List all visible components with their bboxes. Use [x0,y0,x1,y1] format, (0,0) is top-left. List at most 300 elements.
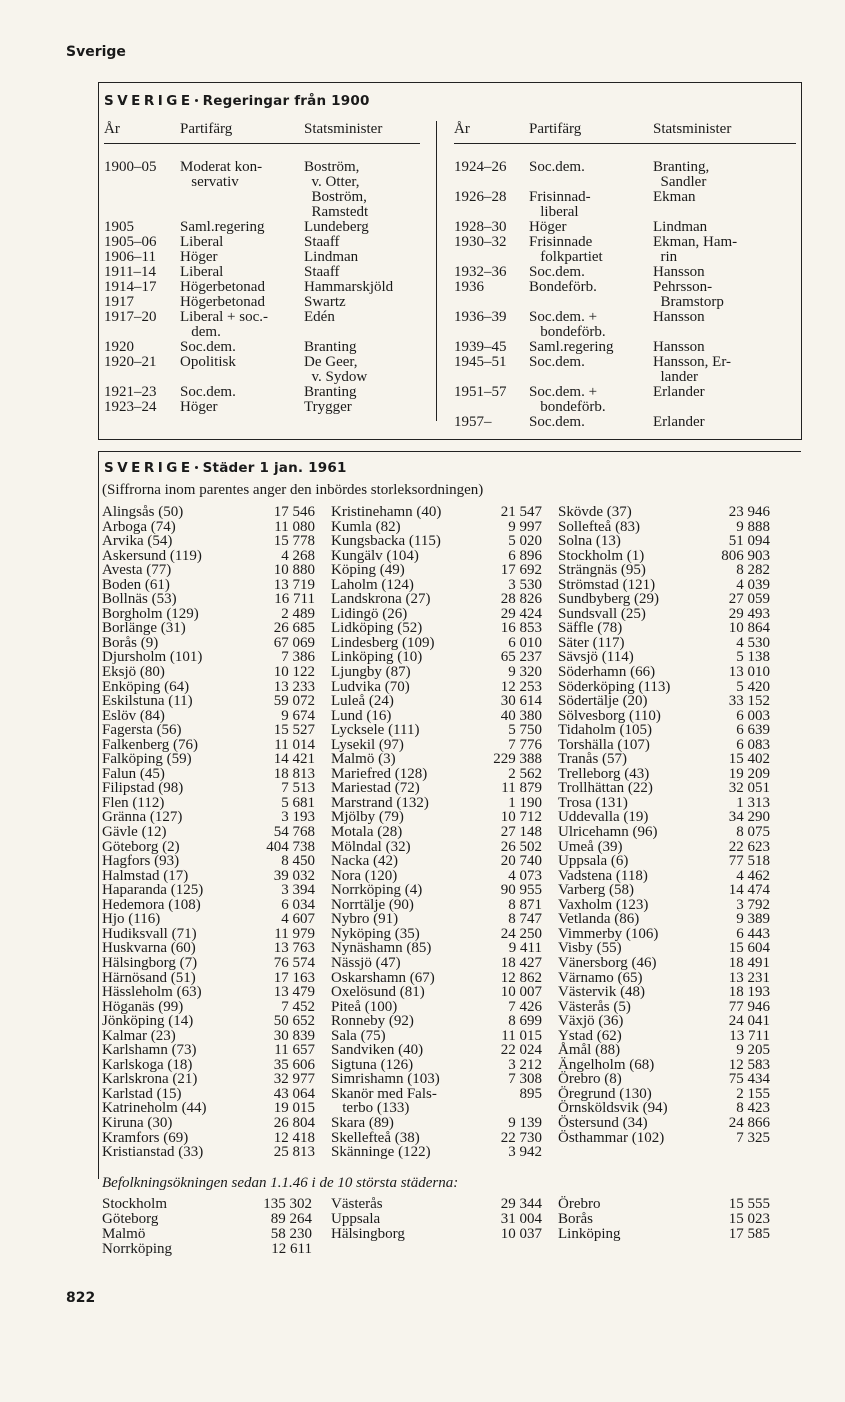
city-population-cell: 7 325 [736,1129,770,1146]
city-name-cell: Askersund (119) [102,547,202,564]
city-population-cell: 6 896 [508,547,542,564]
city-name-cell: Sundsvall (25) [558,605,646,622]
city-population-cell: 9 320 [508,664,542,681]
city-population-cell: 15 555 [728,1196,770,1212]
city-population-cell: 58 230 [270,1226,312,1242]
government-year-cell: 1932–36 [454,264,507,280]
government-party-cell: Frisinnade [529,234,593,250]
government-party-cell: Höger [180,399,218,415]
city-name-cell: Söderköping (113) [558,678,671,695]
city-name-cell: Säffle (78) [558,620,623,637]
city-population-cell: 28 826 [500,591,542,608]
city-population-cell: 5 420 [736,678,770,695]
city-name-cell: Kramfors (69) [102,1129,189,1146]
city-name-cell: Malmö [102,1226,146,1242]
city-name-cell: Visby (55) [558,940,622,957]
city-population-cell: 13 711 [729,1027,770,1044]
header-pm-left: Statsminister [304,121,383,137]
city-population-cell: 13 763 [273,940,315,957]
city-name-cell: Torshälla (107) [558,736,650,753]
government-pm-cell: Staaff [304,234,340,250]
government-party-cell: Soc.dem. [180,339,236,355]
city-name-cell: Norrköping [102,1241,172,1257]
government-pm-cell: Trygger [304,399,352,415]
government-year-cell [454,295,530,310]
city-name-cell: Falköping (59) [102,751,192,768]
city-population-cell: 75 434 [728,1071,770,1088]
city-population-cell: 13 010 [728,664,770,681]
city-population-cell: 4 530 [736,634,770,651]
city-population-cell: 5 681 [281,794,315,811]
city-population-cell: 26 685 [273,620,315,637]
city-name-cell: Bollnäs (53) [102,591,177,608]
government-party-cell: Saml.regering [180,219,265,235]
city-population-cell: 27 059 [728,591,770,608]
city-population-cell: 13 479 [273,984,315,1001]
city-name-cell: Östhammar (102) [558,1129,665,1146]
city-name-cell: Djursholm (101) [102,649,203,666]
cities-col3-values [700,505,770,1145]
government-party-cell: Frisinnad- [529,189,591,205]
city-population-cell: 8 871 [508,896,542,913]
city-population-cell: 7 308 [508,1071,542,1088]
header-rule-right [454,143,796,144]
city-population-cell: 4 073 [508,867,542,884]
government-pm-cell: Erlander [653,384,705,400]
city-population-cell: 18 193 [728,984,770,1001]
city-name-cell: Gränna (127) [102,809,183,826]
government-year-cell: 1928–30 [454,219,507,235]
government-party-cell: Liberal [180,264,224,280]
governments-title [104,93,370,109]
government-pm-cell: Staaff [304,264,340,280]
growth-col2-names [331,1197,481,1242]
gov-left-year-column [104,160,180,415]
city-name-cell: Stockholm (1) [558,547,645,564]
city-name-cell: Trelleborg (43) [558,765,650,782]
government-party-cell: Soc.dem. + [529,384,598,400]
city-population-cell: 6 034 [281,896,315,913]
city-name-cell: Landskrona (27) [331,591,431,608]
government-pm-cell [653,205,783,220]
city-name-cell: Hälsingborg (7) [102,954,198,971]
government-party-cell [180,205,308,220]
city-name-cell: Norrköping (4) [331,882,423,899]
city-population-cell: 24 041 [728,1013,770,1030]
header-year-right: År [454,121,470,137]
city-population-cell: 229 388 [493,751,542,768]
city-name-cell: Västerås [331,1196,383,1212]
city-name-cell: Karlstad (15) [102,1085,182,1102]
city-population-cell: 895 [519,1085,542,1102]
city-name-cell: Huskvarna (60) [102,940,196,957]
government-year-cell [454,175,530,190]
city-name-cell: Linköping [558,1226,621,1242]
government-party-cell: Bondeförb. [529,279,597,295]
city-name-cell: Västerås (5) [558,998,631,1015]
city-name-cell: Kristianstad (33) [102,1144,204,1161]
government-party-cell: Soc.dem. [529,414,585,430]
city-name-cell: Hagfors (93) [102,853,180,870]
city-population-cell: 5 138 [736,649,770,666]
header-party-right: Partifärg [529,121,582,137]
city-population-cell: 3 212 [508,1056,542,1073]
city-name-cell: Mariefred (128) [331,765,428,782]
city-population-cell: 59 072 [273,693,315,710]
city-name-cell: Vadstena (118) [558,867,648,884]
header-year-left: År [104,121,120,137]
government-party-cell [529,295,653,310]
city-name-cell: Nyköping (35) [331,925,420,942]
city-population-cell: 4 607 [281,911,315,928]
city-population-cell: 15 604 [728,940,770,957]
city-population-cell: 16 853 [500,620,542,637]
government-year-cell: 1920 [104,339,134,355]
city-name-cell: terbo (133) [331,1100,410,1117]
city-name-cell: Skanör med Fals- [331,1085,437,1102]
city-name-cell: Tranås (57) [558,751,628,768]
city-population-cell: 14 421 [273,751,315,768]
gov-right-year-column [454,160,530,430]
government-pm-cell: Bramstorp [653,294,724,310]
city-population-cell: 10 037 [500,1226,542,1242]
city-name-cell: Flen (112) [102,794,165,811]
city-name-cell: Trollhättan (22) [558,780,653,797]
city-name-cell: Solna (13) [558,533,621,550]
city-name-cell: Umeå (39) [558,838,623,855]
governments-title-country: SVERIGE [104,93,194,109]
city-name-cell: Hässleholm (63) [102,984,202,1001]
cities-col2-values [470,505,542,1160]
city-name-cell: Säter (117) [558,634,625,651]
city-population-cell: 18 491 [728,954,770,971]
city-population-cell: 32 977 [273,1071,315,1088]
city-name-cell: Motala (28) [331,824,403,841]
city-population-cell: 3 792 [736,896,770,913]
city-name-cell: Göteborg [102,1211,159,1227]
city-population-cell: 25 813 [273,1144,315,1161]
city-name-cell: Mölndal (32) [331,838,411,855]
city-population-cell: 33 152 [728,693,770,710]
gov-right-party-column [529,160,653,430]
government-pm-cell: Ekman, Ham- [653,234,738,250]
city-population-cell: 23 946 [728,504,770,520]
government-pm-cell: Branting [304,384,357,400]
city-population-cell: 13 231 [728,969,770,986]
city-population-cell: 15 778 [273,533,315,550]
government-pm-cell: Lundeberg [304,219,369,235]
city-population-cell: 7 513 [281,780,315,797]
city-name-cell: Örnsköldsvik (94) [558,1100,668,1117]
city-name-cell: Lund (16) [331,707,392,724]
government-year-cell [454,400,530,415]
government-party-cell: Soc.dem. + [529,309,598,325]
city-name-cell: Uppsala (6) [558,853,629,870]
city-name-cell: Skövde (37) [558,504,632,520]
government-year-cell: 1920–21 [104,354,157,370]
city-name-cell: Sala (75) [331,1027,386,1044]
city-population-cell: 21 547 [500,504,542,520]
government-year-cell: 1921–23 [104,384,157,400]
city-population-cell: 40 380 [500,707,542,724]
government-pm-cell: Hansson [653,264,705,280]
city-name-cell: Södertälje (20) [558,693,648,710]
city-population-cell: 7 386 [281,649,315,666]
city-name-cell: Tidaholm (105) [558,722,653,739]
city-population-cell: 5 750 [508,722,542,739]
city-name-cell: Laholm (124) [331,576,414,593]
city-name-cell: Eskilstuna (11) [102,693,193,710]
city-population-cell: 77 518 [728,853,770,870]
city-population-cell: 9 674 [281,707,315,724]
city-name-cell: Värnamo (65) [558,969,643,986]
city-population-cell: 26 502 [500,838,542,855]
city-population-cell: 19 015 [273,1100,315,1117]
city-population-cell: 5 020 [508,533,542,550]
city-population-cell: 24 250 [500,925,542,942]
city-name-cell: Luleå (24) [331,693,394,710]
city-population-cell: 8 699 [508,1013,542,1030]
city-population-cell: 7 776 [508,736,542,753]
government-year-cell: 1939–45 [454,339,507,355]
city-population-cell: 13 719 [273,576,315,593]
government-pm-cell: Ekman [653,189,696,205]
city-name-cell: Strängnäs (95) [558,562,646,579]
government-pm-cell [304,325,439,340]
city-name-cell: Vetlanda (86) [558,911,640,928]
city-population-cell: 18 813 [273,765,315,782]
government-year-cell [104,205,180,220]
city-name-cell: Hedemora (108) [102,896,201,913]
government-party-cell: liberal [529,204,579,220]
government-party-cell: Liberal [180,234,224,250]
city-population-cell: 9 997 [508,518,542,535]
government-party-cell [180,190,308,205]
city-name-cell: Nacka (42) [331,853,399,870]
government-party-cell [180,370,308,385]
city-name-cell: Eslöv (84) [102,707,165,724]
city-name-cell: Simrishamn (103) [331,1071,440,1088]
city-name-cell: Kristinehamn (40) [331,504,442,520]
government-year-cell: 1905 [104,219,134,235]
government-year-cell: 1917–20 [104,309,157,325]
bullet-dot-icon [195,466,198,469]
city-population-cell: 3 530 [508,576,542,593]
city-population-cell: 6 010 [508,634,542,651]
government-year-cell [104,370,180,385]
cities-col2-names [331,505,491,1160]
city-name-cell: Nässjö (47) [331,954,401,971]
growth-title: Befolkningsökningen sedan 1.1.46 i de 10 största städerna: [102,1175,459,1191]
city-population-cell: 10 007 [500,984,542,1001]
city-name-cell: Lysekil (97) [331,736,404,753]
city-name-cell: Enköping (64) [102,678,190,695]
city-name-cell: Mariestad (72) [331,780,420,797]
city-name-cell: Uddevalla (19) [558,809,649,826]
growth-col1-values [240,1197,312,1257]
city-name-cell: Mjölby (79) [331,809,404,826]
city-population-cell: 2 155 [736,1085,770,1102]
city-name-cell: Skänninge (122) [331,1144,431,1161]
city-name-cell: Falkenberg (76) [102,736,198,753]
city-name-cell: Arvika (54) [102,533,173,550]
city-name-cell: Eksjö (80) [102,664,165,681]
government-pm-cell: Boström, [304,159,360,175]
government-year-cell: 1936 [454,279,484,295]
city-name-cell: Linköping (10) [331,649,423,666]
city-population-cell: 8 423 [736,1100,770,1117]
city-population-cell: 8 282 [736,562,770,579]
government-year-cell [454,205,530,220]
city-population-cell: 11 014 [274,736,315,753]
city-name-cell: Karlskrona (21) [102,1071,198,1088]
city-name-cell: Karlshamn (73) [102,1042,197,1059]
city-population-cell: 54 768 [273,824,315,841]
city-name-cell: Ängelholm (68) [558,1056,655,1073]
city-name-cell: Öregrund (130) [558,1085,652,1102]
government-pm-cell: rin [653,249,678,265]
city-population-cell: 27 148 [500,824,542,841]
city-name-cell: Stockholm [102,1196,168,1212]
government-year-cell: 1911–14 [104,264,156,280]
city-population-cell: 3 394 [281,882,315,899]
government-pm-cell: Boström, [304,189,367,205]
city-name-cell: Oxelösund (81) [331,984,425,1001]
city-population-cell: 4 462 [736,867,770,884]
city-population-cell: 11 080 [274,518,315,535]
city-population-cell: 12 418 [273,1129,315,1146]
city-name-cell: Skellefteå (38) [331,1129,420,1146]
city-name-cell: Sundbyberg (29) [558,591,659,608]
government-year-cell: 1930–32 [454,234,507,250]
government-party-cell: servativ [180,174,239,190]
city-name-cell: Kiruna (30) [102,1114,173,1131]
city-population-cell: 19 209 [728,765,770,782]
government-year-cell: 1917 [104,294,134,310]
city-name-cell: Skara (89) [331,1114,394,1131]
city-name-cell: Uppsala [331,1211,381,1227]
city-name-cell: Vänersborg (46) [558,954,657,971]
header-rule-left [104,143,420,144]
city-name-cell: Lidköping (52) [331,620,423,637]
city-population-cell: 6 639 [736,722,770,739]
government-pm-cell [653,325,783,340]
cities-col1-names [102,505,257,1160]
government-year-cell: 1923–24 [104,399,157,415]
government-party-cell: Opolitisk [180,354,236,370]
government-pm-cell: Branting, [653,159,710,175]
city-name-cell: Trosa (131) [558,794,628,811]
government-pm-cell: Erlander [653,414,705,430]
city-population-cell: 22 623 [728,838,770,855]
city-name-cell: Falun (45) [102,765,165,782]
city-population-cell: 12 611 [271,1241,312,1257]
city-name-cell: Lidingö (26) [331,605,408,622]
city-population-cell: 12 583 [728,1056,770,1073]
government-party-cell: Soc.dem. [529,159,585,175]
city-population-cell: 15 402 [728,751,770,768]
government-party-cell: Moderat kon- [180,159,263,175]
city-population-cell: 17 546 [273,504,315,520]
city-population-cell: 15 527 [273,722,315,739]
city-name-cell: Oskarshamn (67) [331,969,435,986]
government-pm-cell: Branting [304,339,357,355]
government-pm-cell: De Geer, [304,354,358,370]
city-population-cell: 9 205 [736,1042,770,1059]
government-pm-cell: Ramstedt [304,204,369,220]
government-year-cell [104,175,180,190]
city-name-cell: Sandviken (40) [331,1042,424,1059]
city-population-cell: 77 946 [728,998,770,1015]
growth-col3-values [700,1197,770,1242]
government-pm-cell: Lindman [653,219,708,235]
city-name-cell: Hjo (116) [102,911,161,928]
city-population-cell: 39 032 [273,867,315,884]
government-pm-cell: Hansson [653,309,705,325]
running-head: Sverige [66,44,126,60]
city-name-cell: Kumla (82) [331,518,401,535]
city-name-cell: Jönköping (14) [102,1013,194,1030]
city-population-cell: 30 614 [500,693,542,710]
city-name-cell: Lycksele (111) [331,722,420,739]
city-population-cell: 6 443 [736,925,770,942]
city-population-cell: 2 562 [508,765,542,782]
city-name-cell: Borås [558,1211,593,1227]
city-population-cell: 8 075 [736,824,770,841]
government-party-cell: bondeförb. [529,399,606,415]
city-name-cell: Boden (61) [102,576,170,593]
city-population-cell: 11 979 [274,925,315,942]
government-party-cell: Högerbetonad [180,294,265,310]
city-name-cell: Göteborg (2) [102,838,180,855]
city-name-cell: Lindesberg (109) [331,634,435,651]
city-name-cell: Ljungby (87) [331,664,411,681]
city-population-cell: 65 237 [500,649,542,666]
city-name-cell: Sigtuna (126) [331,1056,414,1073]
city-population-cell: 806 903 [721,547,770,564]
city-name-cell: Borgholm (129) [102,605,199,622]
government-year-cell: 1926–28 [454,189,507,205]
city-name-cell: Piteå (100) [331,998,398,1015]
government-year-cell: 1951–57 [454,384,507,400]
government-pm-cell: Hansson [653,339,705,355]
city-name-cell: Gävle (12) [102,824,167,841]
government-year-cell [104,190,180,205]
government-pm-cell: Hansson, Er- [653,354,732,370]
city-name-cell: Avesta (77) [102,562,172,579]
city-population-cell: 17 585 [728,1226,770,1242]
city-name-cell: Kalmar (23) [102,1027,176,1044]
city-name-cell: Hudiksvall (71) [102,925,197,942]
city-name-cell: Kungälv (104) [331,547,419,564]
government-party-cell: Liberal + soc.- [180,309,269,325]
city-population-cell: 1 313 [736,794,770,811]
header-party-left: Partifärg [180,121,233,137]
city-population-cell: 4 039 [736,576,770,593]
government-party-cell [529,370,653,385]
city-population-cell: 16 711 [274,591,315,608]
city-population-cell: 15 023 [728,1211,770,1227]
city-name-cell: Vimmerby (106) [558,925,659,942]
city-population-cell: 22 024 [500,1042,542,1059]
city-population-cell: 26 804 [273,1114,315,1131]
city-name-cell: Borås (9) [102,634,159,651]
city-population-cell: 90 955 [500,882,542,899]
city-name-cell: Ulricehamn (96) [558,824,658,841]
government-party-cell: Soc.dem. [529,354,585,370]
city-name-cell: Sölvesborg (110) [558,707,661,724]
government-year-cell [104,325,180,340]
